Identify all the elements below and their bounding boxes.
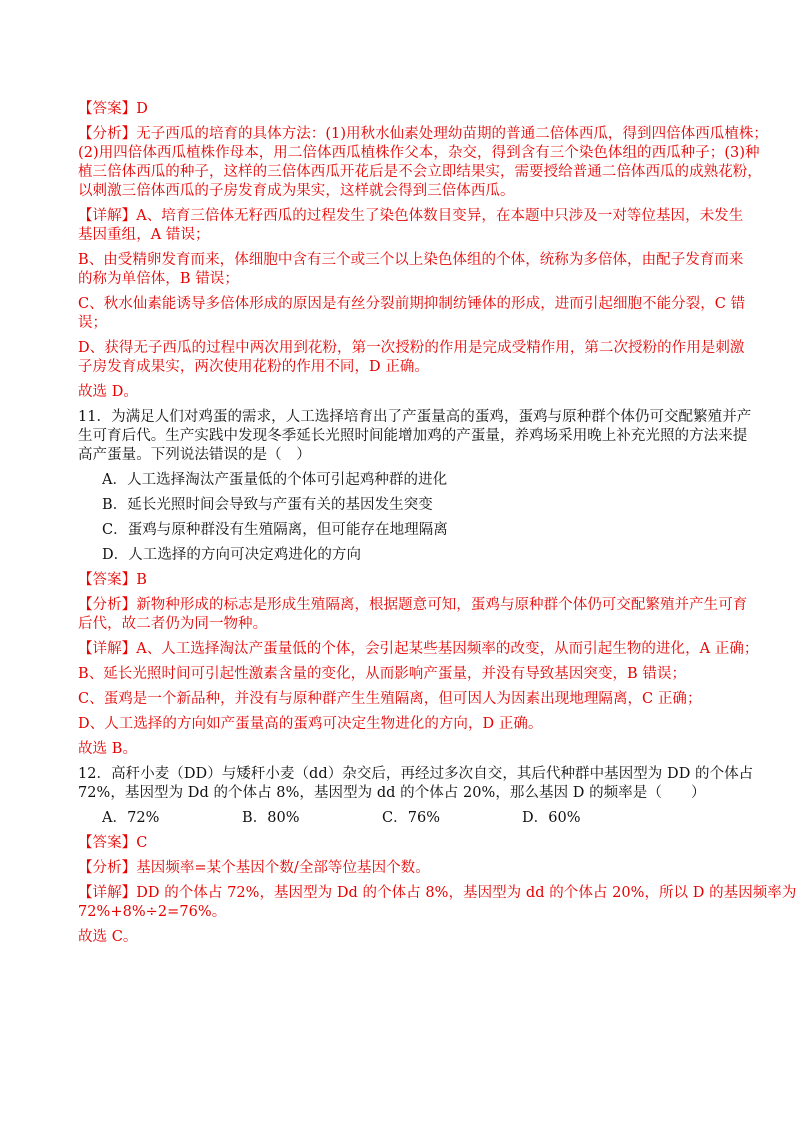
text-block-xj12 bbox=[78, 884, 797, 922]
text-line: 故选 D。 bbox=[78, 384, 138, 400]
text-block-xj10a bbox=[78, 207, 744, 245]
document-content bbox=[78, 94, 797, 947]
text-block-gx11 bbox=[78, 740, 738, 759]
text-line: 【详解】A、培育三倍体无籽西瓜的过程发生了染色体数目变异，在本题中只涉及一对等位基因，未发生 bbox=[78, 208, 744, 224]
text-block-gx12 bbox=[78, 928, 738, 947]
text-line: A．人工选择淘汰产蛋量低的个体可引起鸡种群的进化 bbox=[102, 472, 448, 488]
text-block-fx11 bbox=[78, 596, 748, 634]
text-line: 故选 C。 bbox=[78, 929, 138, 945]
text-block-q11c bbox=[78, 521, 738, 540]
text-line: 子房发育成果实，两次使用花粉的作用不同，D 正确。 bbox=[78, 359, 429, 375]
option-a: A．72% bbox=[102, 810, 160, 826]
text-block-q12 bbox=[78, 765, 754, 803]
text-block-xj10d bbox=[78, 339, 745, 377]
text-line: 高产蛋量。下列说法错误的是（ ） bbox=[78, 447, 311, 463]
text-line: 12．高秆小麦（DD）与矮秆小麦（dd）杂交后，再经过多次自交，其后代种群中基因型为 DD 的个体占 bbox=[78, 766, 754, 782]
text-block-q11b bbox=[78, 496, 738, 515]
text-block-ans11 bbox=[78, 571, 738, 590]
text-line: 11．为满足人们对鸡蛋的需求，人工选择培育出了产蛋量高的蛋鸡，蛋鸡与原种群个体仍可交配繁殖并产 bbox=[78, 409, 752, 425]
text-line: 【答案】C bbox=[78, 835, 148, 851]
text-line: 生可育后代。生产实践中发现冬季延长光照时间能增加鸡的产蛋量，养鸡场采用晚上补充光照的方法来提 bbox=[78, 428, 748, 444]
text-line: B、由受精卵发育而来，体细胞中含有三个或三个以上染色体组的个体，统称为多倍体，由配子发育而来 bbox=[78, 252, 744, 268]
text-block-xj11c bbox=[78, 690, 738, 709]
text-line: 【分析】基因频率=某个基因个数/全部等位基因个数。 bbox=[78, 860, 430, 876]
text-line: 故选 B。 bbox=[78, 741, 138, 757]
text-line: 的称为单倍体，B 错误； bbox=[78, 271, 239, 287]
text-line: D．人工选择的方向可决定鸡进化的方向 bbox=[102, 547, 362, 563]
text-line: 【答案】D bbox=[78, 101, 148, 117]
text-line: 【答案】B bbox=[78, 572, 147, 588]
text-block-ans10 bbox=[78, 100, 738, 119]
text-block-q11d bbox=[78, 546, 738, 565]
text-block-q11a bbox=[78, 471, 738, 490]
text-line: 72%+8%÷2=76%。 bbox=[78, 904, 227, 920]
option-c: C．76% bbox=[382, 810, 441, 826]
text-line: B、延长光照时间可引起性激素含量的变化，从而影响产蛋量，并没有导致基因突变，B 错误； bbox=[78, 666, 687, 682]
text-line: D、人工选择的方向如产蛋量高的蛋鸡可决定生物进化的方向，D 正确。 bbox=[78, 716, 543, 732]
text-block-ans12 bbox=[78, 834, 738, 853]
option-b: B．80% bbox=[242, 810, 300, 826]
text-line: 72%，基因型为 Dd 的个体占 8%，基因型为 dd 的个体占 20%，那么基因 D 的频率是（ ） bbox=[78, 785, 706, 801]
text-line: C．蛋鸡与原种群没有生殖隔离，但可能存在地理隔离 bbox=[102, 522, 448, 538]
option-d: D．60% bbox=[522, 810, 581, 826]
text-block-fx10 bbox=[78, 125, 768, 201]
text-line: 【分析】新物种形成的标志是形成生殖隔离，根据题意可知，蛋鸡与原种群个体仍可交配繁殖并产生可育 bbox=[78, 597, 748, 613]
text-block-xj11d bbox=[78, 715, 738, 734]
text-block-xj10c bbox=[78, 295, 746, 333]
text-line: D、获得无子西瓜的过程中两次用到花粉，第一次授粉的作用是完成受精作用，第二次授粉的作用是刺激 bbox=[78, 340, 745, 356]
text-line: 基因重组，A 错误； bbox=[78, 227, 210, 243]
text-block-q11 bbox=[78, 408, 752, 465]
text-line: 以刺激三倍体西瓜的子房发育成为果实，这样就会得到三倍体西瓜。 bbox=[78, 183, 515, 199]
text-block-gx10 bbox=[78, 383, 738, 402]
text-line: 【分析】无子西瓜的培育的具体方法：(1)用秋水仙素处理幼苗期的普通二倍体西瓜，得到四倍体西瓜植株； bbox=[78, 126, 768, 142]
text-block-xj11b bbox=[78, 665, 738, 684]
text-block-fx12 bbox=[78, 859, 738, 878]
text-line: 后代，故二者仍为同一物种。 bbox=[78, 616, 268, 632]
text-line: C、秋水仙素能诱导多倍体形成的原因是有丝分裂前期抑制纺锤体的形成，进而引起细胞不能分裂，C 错 bbox=[78, 296, 746, 312]
text-line: 误； bbox=[78, 315, 108, 331]
q12-options bbox=[78, 809, 738, 828]
text-block-xj11a bbox=[78, 640, 759, 659]
text-line: 植三倍体西瓜的种子，这样的三倍体西瓜开花后是不会立即结果实，需要授给普通二倍体西瓜的成熟花粉， bbox=[78, 164, 762, 180]
text-line: C、蛋鸡是一个新品种，并没有与原种群产生生殖隔离，但可因人为因素出现地理隔离，C 正确； bbox=[78, 691, 702, 707]
text-line: B．延长光照时间会导致与产蛋有关的基因发生突变 bbox=[102, 497, 433, 513]
text-line: 【详解】DD 的个体占 72%，基因型为 Dd 的个体占 8%，基因型为 dd 的个体占 20%，所以 D 的基因频率为 bbox=[78, 885, 797, 901]
text-line: 【详解】A、人工选择淘汰产蛋量低的个体，会引起某些基因频率的改变，从而引起生物的进化，A 正确； bbox=[78, 641, 759, 657]
text-line: (2)用四倍体西瓜植株作母本，用二倍体西瓜植株作父本，杂交，得到含有三个染色体组的西瓜种子；(3)种 bbox=[78, 145, 760, 161]
text-block-xj10b bbox=[78, 251, 744, 289]
